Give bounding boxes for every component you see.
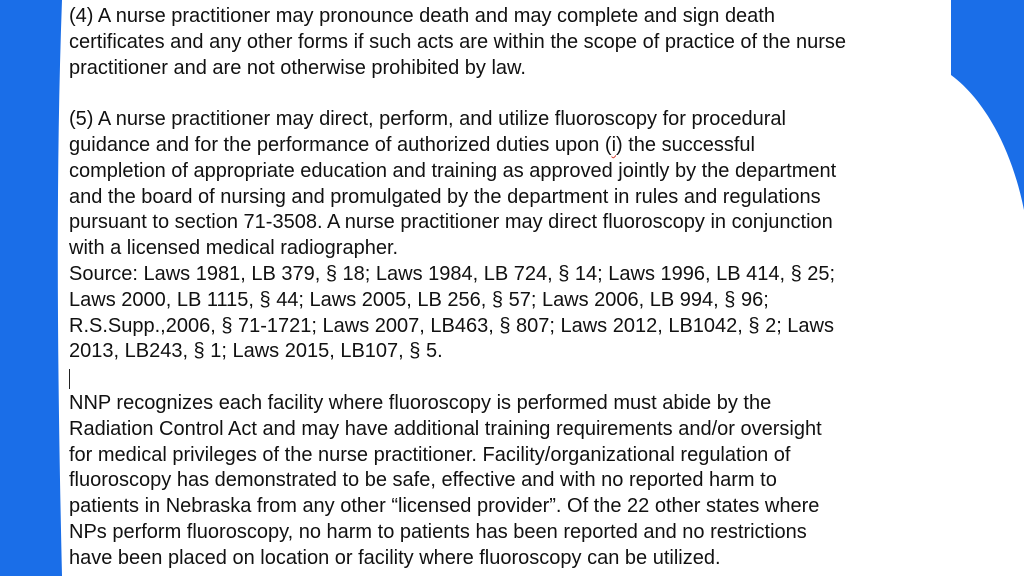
blue-left-curve [0,0,62,576]
blue-right-curve [951,0,1024,210]
text-cursor-line[interactable] [69,365,949,391]
nnp-statement: NNP recognizes each facility where fluoroscopy is performed must abide by the Radiation Control Act and may have additional training requirements and/or oversight for medical privileges of the nurse practitioner. Facility/organizational regulation of fluoroscopy has demonstrated to be safe, effective and with no reported harm to patients in Nebraska from any other “licensed provider”. Of the 22 other states where NPs perform fluoroscopy, no harm to patients has been reported and no restrictions have been placed on location or facility where fluoroscopy can be utilized. [69,391,822,569]
paragraph-5-text-a: (5) A nurse practitioner may direct, perform, and utilize fluoroscopy for procedural guidance and for the performance of authorized duties upon ( [69,108,786,156]
spellcheck-flagged-word[interactable]: i [611,133,617,156]
paragraph-4: (4) A nurse practitioner may pronounce death and may complete and sign death certificates and any other forms if such acts are within the scope of practice of the nurse practitioner and are not otherwise prohibited by law. [69,5,847,79]
source-citation: Source: Laws 1981, LB 379, § 18; Laws 1984, LB 724, § 14; Laws 1996, LB 414, § 25; Laws 2000, LB 1115, § 44; Laws 2005, LB 256, § 57; Laws 2006, LB 994, § 96; R.S.Supp.,2006, § 71-1721; Laws 2007, LB463, § 807; Laws 2012, LB1042, § 2; Laws 2013, LB243, § 1; Laws 2015, LB107, § 5. [69,262,836,363]
paragraph-spacer [69,81,949,107]
text-caret [69,369,70,389]
paragraph-5-text-b: ) the successful completion of appropriate education and training as approved jointly by the department and the board of nursing and promulgated by the department in rules and regulations pursuant to section 71-3508. A nurse practitioner may direct fluoroscopy in conjunction with a licensed medical radiographer. [69,133,837,260]
document-text-body[interactable] [69,4,949,572]
paragraph-5 [69,107,949,262]
